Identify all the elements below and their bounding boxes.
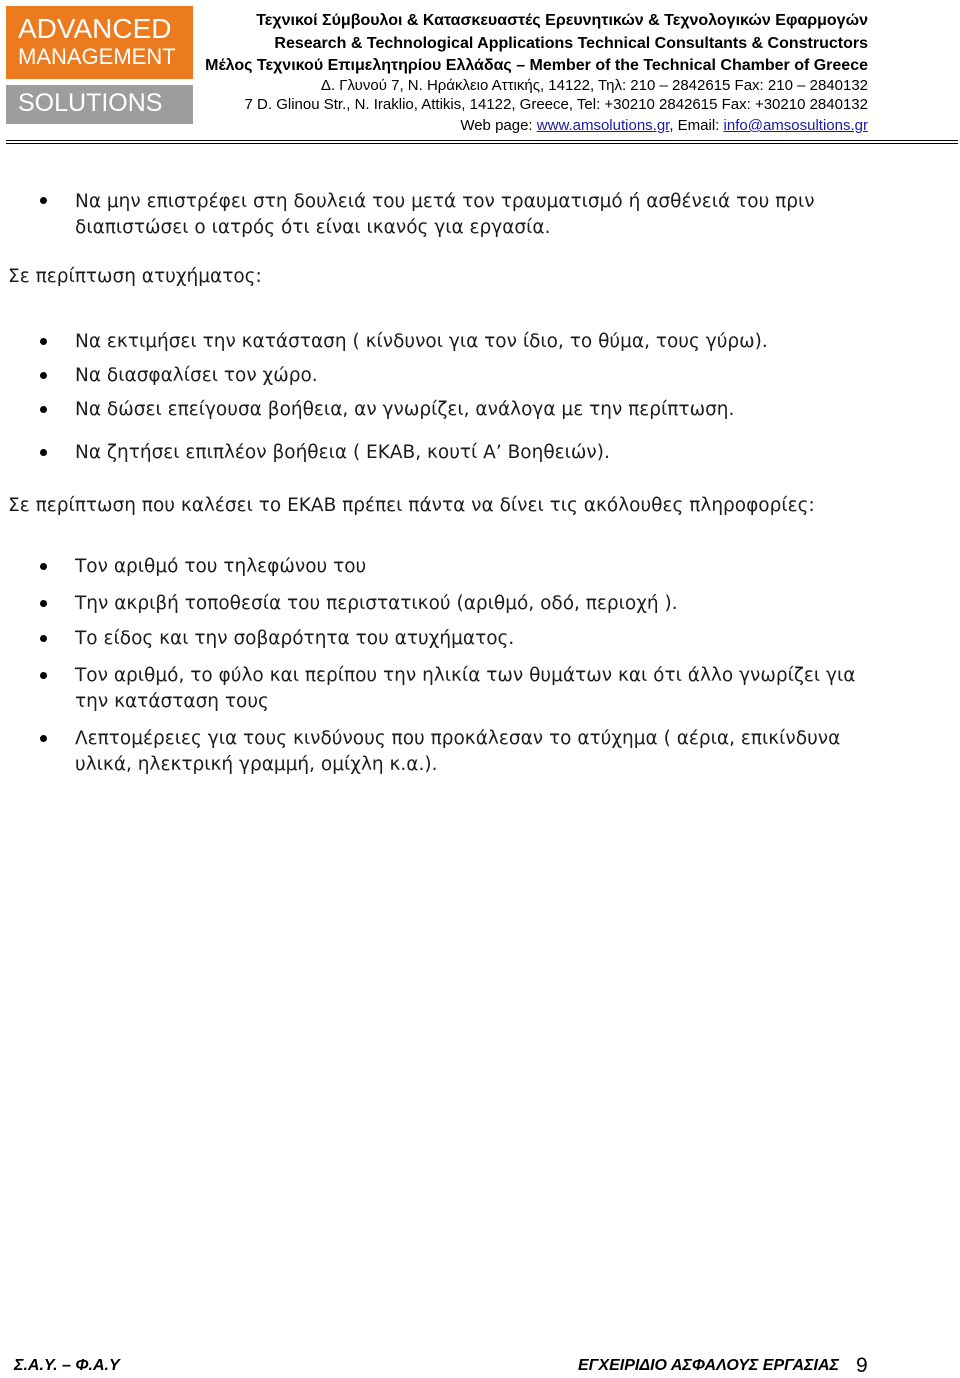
company-logo: [6, 6, 193, 124]
logo-text-advanced: ADVANCED: [18, 13, 172, 44]
header-line-english-title: Research & Technological Applications Technical Consultants & Constructors: [274, 35, 868, 52]
accident-item: Να δώσει επείγουσα βοήθεια, αν γνωρίζει, ανάλογα με την περίπτωση.: [75, 399, 735, 420]
page-number: 9: [856, 1354, 868, 1377]
bullet-icon: [40, 197, 47, 204]
ekav-item: Το είδος και την σοβαρότητα του ατυχήματος.: [75, 628, 515, 649]
ekav-item-line-1: Τον αριθμό, το φύλο και περίπου την ηλικία των θυμάτων και ότι άλλο γνωρίζει για: [75, 665, 856, 686]
header-line-greek-title: Τεχνικοί Σύμβουλοι & Κατασκευαστές Ερευνητικών & Τεχνολογικών Εφαρμογών: [256, 12, 868, 29]
email-link[interactable]: info@amsosultions.gr: [723, 117, 868, 134]
bullet-icon: [40, 372, 47, 379]
bullet-icon: [40, 406, 47, 413]
return-item-line-2: διαπιστώσει ο ιατρός ότι είναι ικανός για εργασία.: [75, 217, 551, 238]
header-line-contact: [460, 117, 868, 134]
bullet-icon: [40, 600, 47, 607]
web-link[interactable]: www.amsolutions.gr: [536, 117, 670, 134]
bullet-icon: [40, 672, 47, 679]
ekav-heading: Σε περίπτωση που καλέσει το ΕΚΑΒ πρέπει πάντα να δίνει τις ακόλουθες πληροφορίες:: [8, 495, 815, 516]
accident-item: Να διασφαλίσει τον χώρο.: [75, 365, 318, 386]
ekav-item: Τον αριθμό του τηλεφώνου του: [75, 556, 367, 577]
ekav-item-line-2: υλικά, ηλεκτρική γραμμή, ομίχλη κ.α.).: [75, 754, 438, 775]
email-label: , Email:: [669, 117, 724, 134]
ekav-item-line-1: Λεπτομέρειες για τους κινδύνους που προκάλεσαν το ατύχημα ( αέρια, επικίνδυνα: [75, 728, 841, 749]
footer-left: Σ.Α.Υ. – Φ.Α.Υ: [14, 1357, 120, 1374]
return-item-line-1: Να μην επιστρέφει στη δουλειά του μετά τον τραυματισμό ή ασθένειά του πριν: [75, 191, 815, 212]
bullet-icon: [40, 735, 47, 742]
header-line-address-english: 7 D. Glinou Str., N. Iraklio, Attikis, 14122, Greece, Tel: +30210 2842615 Fax: +30210 2840132: [244, 96, 868, 113]
header-line-chamber: Μέλος Τεχνικού Επιμελητηρίου Ελλάδας – Member of the Technical Chamber of Greece: [205, 57, 868, 74]
header-divider: [6, 140, 958, 144]
logo-text-management: MANAGEMENT: [18, 44, 176, 69]
web-label: Web page:: [460, 117, 537, 134]
ekav-item: Την ακριβή τοποθεσία του περιστατικού (αριθμό, οδό, περιοχή ).: [75, 593, 678, 614]
bullet-icon: [40, 338, 47, 345]
ekav-item-line-2: την κατάσταση τους: [75, 691, 269, 712]
bullet-icon: [40, 449, 47, 456]
accident-heading: Σε περίπτωση ατυχήματος:: [8, 266, 262, 287]
accident-item: Να εκτιμήσει την κατάσταση ( κίνδυνοι για τον ίδιο, το θύμα, τους γύρω).: [75, 331, 768, 352]
accident-item: Να ζητήσει επιπλέον βοήθεια ( ΕΚΑΒ, κουτί Α’ Βοηθειών).: [75, 442, 610, 463]
bullet-icon: [40, 563, 47, 570]
logo-text-solutions: SOLUTIONS: [18, 89, 163, 117]
footer-title: ΕΓΧΕΙΡΙΔΙΟ ΑΣΦΑΛΟΥΣ ΕΡΓΑΣΙΑΣ: [578, 1357, 839, 1374]
bullet-icon: [40, 635, 47, 642]
header-line-address-greek: Δ. Γλυνού 7, Ν. Ηράκλειο Αττικής, 14122, Τηλ: 210 – 2842615 Fax: 210 – 2840132: [320, 77, 868, 94]
